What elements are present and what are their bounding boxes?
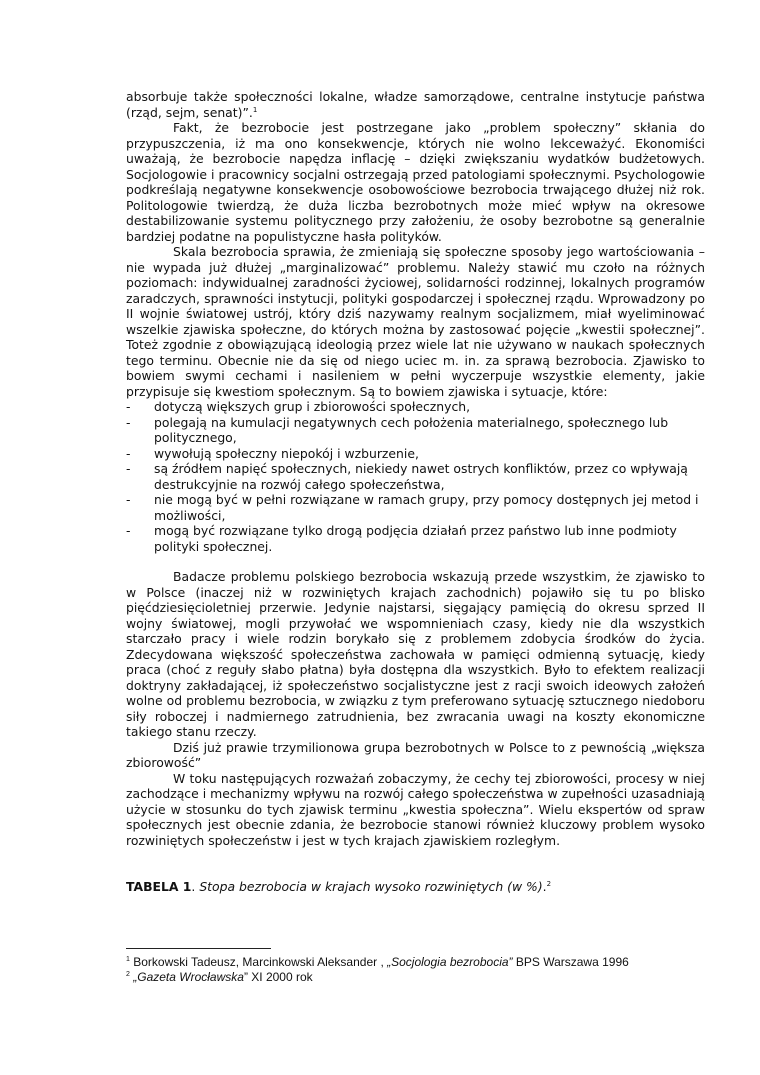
list-item [126, 492, 705, 523]
footnote-1 [126, 955, 629, 970]
paragraph-2: Fakt, że bezrobocie jest postrzegane jako „problem społeczny” skłania do przypuszczenia, iż ma ono konsekwencje, których nie wolno lekceważyć. Ekonomiści uważają, że bezrobocie napędza inflację – dzięki zwiększaniu wydatków budżetowych. Socjologowie i pracownicy socjalni ostrzegają przed patologiami społecznymi. Psychologowie podkreślają negatywne konsekwencje osobowościowe bezrobocia trwającego dłużej niż rok. Politologowie twierdzą, że duża liczba bezrobotnych może mieć wpływ na okresowe destabilizowanie systemu politycznego przy założeniu, że osoby bezrobotne są generalnie bardziej podatne na populistyczne hasła polityków. [126, 120, 705, 244]
bullet-dash: - [126, 399, 131, 414]
paragraph-4: Badacze problemu polskiego bezrobocia wskazują przede wszystkim, że zjawisko to w Polsce (inaczej niż w rozwiniętych krajach zachodnich) pojawiło się tu po blisko pięćdziesięcioletniej przerwie. Jedynie najstarsi, sięgający pamięcią do okresu sprzed II wojny światowej, mogli przywołać we wspomnieniach czasy, kiedy nie dla wszystkich starczało pracy i wiele rodzin borykało się z problemem zdobycia środków do życia. Zdecydowana większość społeczeństwa zachowała w pamięci odmienną sytuację, kiedy praca (choć z reguły słabo płatna) była dostępna dla wszystkich. Było to efektem realizacji doktryny zakładającej, iż społeczeństwo socjalistyczne jest z racji swoich ideowych założeń wolne od problemu bezrobocia, w związku z tym preferowano sytuację sztucznego niedoboru siły roboczej i nadmiernego zatrudnienia, bez zwracania uwagi na koszty ekonomiczne takiego stanu rzeczy. [126, 569, 705, 739]
bullet-dash: - [126, 445, 131, 461]
list-item [126, 446, 705, 462]
paragraph-1 [126, 89, 705, 120]
list-item-text: wywołują społeczny niepokój i wzburzenie, [154, 445, 419, 461]
footnote-ref-2: 2 [546, 880, 552, 888]
list-item [126, 415, 705, 446]
table-caption-end: . [542, 879, 547, 894]
list-item [126, 461, 705, 492]
list-item-text: polegają na kumulacji negatywnych cech położenia materialnego, społecznego lub politycznego, [154, 414, 669, 445]
list-item [126, 523, 705, 554]
list-item-text: nie mogą być w pełni rozwiązane w ramach grupy, przy pomocy dostępnych jej metod i możliwości, [154, 492, 699, 523]
footnote-2 [126, 970, 629, 985]
footnote-title: „Gazeta Wrocławska [133, 970, 244, 984]
footnote-title: „Socjologia bezrobocia” [387, 955, 513, 969]
list-item-text: dotyczą większych grup i zbiorowości społecznych, [154, 399, 471, 414]
table-title: Stopa bezrobocia w krajach wysoko rozwiniętych (w %) [199, 879, 543, 894]
footnote-ref-1: 1 [252, 105, 258, 114]
footnote-text: BPS Warszawa 1996 [512, 955, 629, 969]
paragraph-5: Dziś już prawie trzymilionowa grupa bezrobotnych w Polsce to z pewnością „większa zbiorowość” [126, 739, 705, 770]
bullet-dash: - [126, 492, 131, 507]
paragraph-3: Skala bezrobocia sprawia, że zmieniają się społeczne sposoby jego wartościowania – nie wypada już dłużej „marginalizować” problemu. Należy stawić mu czoło na różnych poziomach: indywidualnej zaradności życiowej, solidarności rodzinnej, lokalnych programów zaradczych, sprawności instytucji, polityki gospodarczej i społecznej rządu. Wprowadzony po II wojnie światowej ustrój, który dziś nazywamy realnym socjalizmem, miał wyeliminować wszelkie zjawiska społeczne, do których można by zastosować pojęcie „kwestii społecznej”. Toteż zgodnie z obowiązującą ideologią przez wiele lat nie używano w naukach społecznych tego terminu. Obecnie nie da się od niego uciec m. in. za sprawą bezrobocia. Zjawisko to bowiem swymi cechami i nasileniem w pełni wyczerpuje wszystkie elementy, jakie przypisuje się kwestiom społecznym. Są to bowiem zjawiska i sytuacje, które: [126, 244, 705, 399]
footnote-text: ” XI 2000 rok [243, 970, 313, 984]
footnote-separator [126, 948, 271, 949]
list-item-text: mogą być rozwiązane tylko drogą podjęcia działań przez państwo lub inne podmioty polityki społecznej. [154, 523, 677, 554]
paragraph-6: W toku następujących rozważań zobaczymy, że cechy tej zbiorowości, procesy w niej zachodzące i mechanizmy wpływu na rozwój całego społeczeństwa w zupełności uzasadniają użycie w stosunku do tych zjawisk terminu „kwestia społeczna”. Wielu ekspertów od spraw społecznych jest obecnie zdania, że bezrobocie stanowi również kluczowy problem wysoko rozwiniętych społeczeństw i jest w tych krajach zjawiskiem rozległym. [126, 770, 705, 848]
table-caption [126, 879, 551, 894]
list-item-text: są źródłem napięć społecznych, niekiedy nawet ostrych konfliktów, przez co wpływają destrukcyjnie na rozwój całego społeczeństwa, [154, 461, 688, 492]
bullet-list [126, 399, 705, 554]
list-item [126, 399, 705, 415]
footnote-number: 2 [126, 971, 130, 978]
footnote-text: Borkowski Tadeusz, Marcinkowski Aleksander , [129, 955, 388, 969]
document-body [126, 89, 705, 848]
table-label: TABELA 1 [126, 879, 192, 894]
footnote-number: 1 [126, 956, 130, 963]
bullet-dash: - [126, 523, 131, 538]
paragraph-1-text: absorbuje także społeczności lokalne, władze samorządowe, centralne instytucje państwa (rząd, sejm, senat)”. [126, 89, 705, 120]
bullet-dash: - [126, 414, 131, 430]
bullet-dash: - [126, 461, 131, 476]
footnotes [126, 955, 629, 985]
table-caption-separator: . [191, 879, 200, 894]
